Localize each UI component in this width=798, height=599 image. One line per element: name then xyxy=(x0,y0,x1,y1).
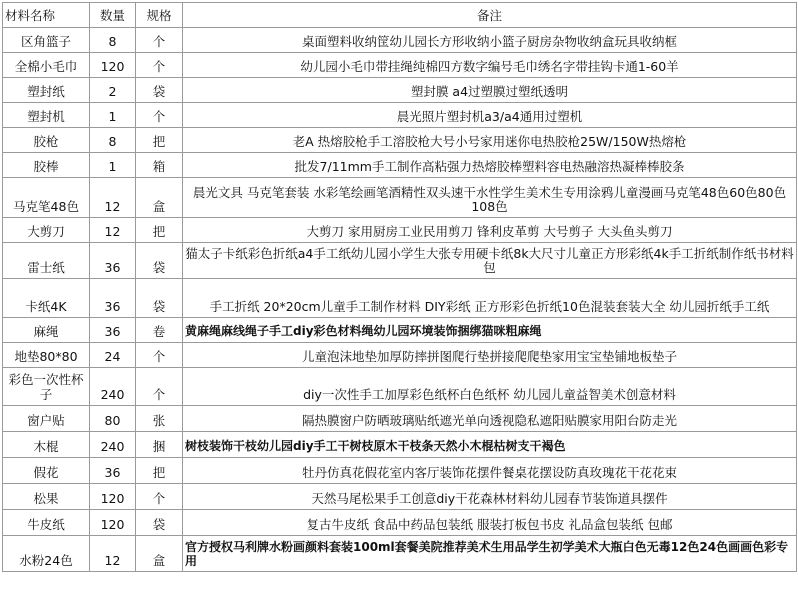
cell-name: 牛皮纸 xyxy=(3,510,90,536)
cell-name: 雷士纸 xyxy=(3,243,90,279)
cell-spec: 张 xyxy=(136,406,183,432)
cell-name: 胶棒 xyxy=(3,153,90,178)
table-row xyxy=(3,458,797,484)
cell-spec: 袋 xyxy=(136,510,183,536)
cell-note: 晨光照片塑封机a3/a4通用过塑机 xyxy=(183,103,797,128)
cell-name: 地垫80*80 xyxy=(3,343,90,368)
cell-note: 晨光文具 马克笔套装 水彩笔绘画笔酒精性双头速干水性学生美术生专用涂鸦儿童漫画马克笔48色60色80色108色 xyxy=(183,178,797,218)
cell-note: 老A 热熔胶枪手工溶胶枪大号小号家用迷你电热胶枪25W/150W热熔枪 xyxy=(183,128,797,153)
table-row xyxy=(3,28,797,53)
cell-spec: 捆 xyxy=(136,432,183,458)
cell-name: 塑封纸 xyxy=(3,78,90,103)
cell-spec: 把 xyxy=(136,218,183,243)
table-row xyxy=(3,78,797,103)
cell-name: 大剪刀 xyxy=(3,218,90,243)
cell-spec: 个 xyxy=(136,103,183,128)
cell-note: diy一次性手工加厚彩色纸杯白色纸杯 幼儿园儿童益智美术创意材料 xyxy=(183,368,797,406)
table-row xyxy=(3,536,797,572)
cell-note: 官方授权马利牌水粉画颜料套装100ml套餐美院推荐美术生用品学生初学美术大瓶白色无毒12色24色画画色彩专用 xyxy=(183,536,797,572)
cell-spec: 个 xyxy=(136,484,183,510)
cell-qty: 120 xyxy=(90,53,136,78)
cell-qty: 2 xyxy=(90,78,136,103)
cell-name: 窗户贴 xyxy=(3,406,90,432)
header-qty: 数量 xyxy=(90,3,136,28)
cell-spec: 盒 xyxy=(136,536,183,572)
cell-spec: 袋 xyxy=(136,279,183,318)
table-row xyxy=(3,368,797,406)
cell-qty: 36 xyxy=(90,243,136,279)
header-name: 材料名称 xyxy=(3,3,90,28)
cell-note: 批发7/11mm手工制作高粘强力热熔胶棒塑料容电热融溶热凝棒棒胶条 xyxy=(183,153,797,178)
cell-spec: 个 xyxy=(136,53,183,78)
cell-name: 胶枪 xyxy=(3,128,90,153)
cell-note: 塑封膜 a4过塑膜过塑纸透明 xyxy=(183,78,797,103)
cell-note: 树枝装饰干枝幼儿园diy手工干树枝原木干枝条天然小木棍枯树支干褐色 xyxy=(183,432,797,458)
cell-name: 木棍 xyxy=(3,432,90,458)
cell-note: 牡丹仿真花假花室内客厅装饰花摆件餐桌花摆设防真玫瑰花干花花束 xyxy=(183,458,797,484)
cell-spec: 袋 xyxy=(136,78,183,103)
header-row xyxy=(3,3,797,28)
table-row xyxy=(3,432,797,458)
cell-note: 桌面塑料收纳筐幼儿园长方形收纳小篮子厨房杂物收纳盒玩具收纳框 xyxy=(183,28,797,53)
cell-name: 卡纸4K xyxy=(3,279,90,318)
table-row xyxy=(3,510,797,536)
header-spec: 规格 xyxy=(136,3,183,28)
cell-qty: 36 xyxy=(90,279,136,318)
cell-spec: 把 xyxy=(136,458,183,484)
cell-note: 大剪刀 家用厨房工业民用剪刀 锋利皮革剪 大号剪子 大头鱼头剪刀 xyxy=(183,218,797,243)
table-row xyxy=(3,406,797,432)
cell-name: 塑封机 xyxy=(3,103,90,128)
cell-qty: 24 xyxy=(90,343,136,368)
cell-qty: 120 xyxy=(90,510,136,536)
cell-spec: 个 xyxy=(136,343,183,368)
cell-qty: 12 xyxy=(90,536,136,572)
cell-note: 黄麻绳麻线绳子手工diy彩色材料绳幼儿园环境装饰捆绑猫咪粗麻绳 xyxy=(183,318,797,343)
cell-name: 区角篮子 xyxy=(3,28,90,53)
cell-note: 隔热膜窗户防晒玻璃贴纸遮光单向透视隐私遮阳贴膜家用阳台防走光 xyxy=(183,406,797,432)
cell-note: 手工折纸 20*20cm儿童手工制作材料 DIY彩纸 正方形彩色折纸10色混装套装大全 幼儿园折纸手工纸 xyxy=(183,279,797,318)
cell-spec: 把 xyxy=(136,128,183,153)
table-row xyxy=(3,128,797,153)
cell-qty: 1 xyxy=(90,153,136,178)
cell-note: 复古牛皮纸 食品中药品包装纸 服装打板包书皮 礼品盒包装纸 包邮 xyxy=(183,510,797,536)
cell-name: 松果 xyxy=(3,484,90,510)
table-row xyxy=(3,53,797,78)
cell-spec: 盒 xyxy=(136,178,183,218)
cell-spec: 箱 xyxy=(136,153,183,178)
cell-name: 麻绳 xyxy=(3,318,90,343)
cell-qty: 12 xyxy=(90,178,136,218)
cell-name: 马克笔48色 xyxy=(3,178,90,218)
cell-name: 全棉小毛巾 xyxy=(3,53,90,78)
cell-qty: 240 xyxy=(90,432,136,458)
cell-spec: 袋 xyxy=(136,243,183,279)
table-row xyxy=(3,243,797,279)
cell-qty: 36 xyxy=(90,318,136,343)
cell-note: 幼儿园小毛巾带挂绳纯棉四方数字编号毛巾绣名字带挂钩卡通1-60羊 xyxy=(183,53,797,78)
table-row xyxy=(3,318,797,343)
cell-spec: 卷 xyxy=(136,318,183,343)
table-row xyxy=(3,103,797,128)
materials-table xyxy=(2,2,797,572)
cell-note: 天然马尾松果手工创意diy干花森林材料幼儿园春节装饰道具摆件 xyxy=(183,484,797,510)
cell-qty: 8 xyxy=(90,28,136,53)
table-row xyxy=(3,218,797,243)
table-row xyxy=(3,343,797,368)
cell-qty: 80 xyxy=(90,406,136,432)
cell-qty: 12 xyxy=(90,218,136,243)
cell-qty: 120 xyxy=(90,484,136,510)
table-row xyxy=(3,484,797,510)
cell-qty: 8 xyxy=(90,128,136,153)
cell-name: 彩色一次性杯子 xyxy=(3,368,90,406)
cell-note: 猫太子卡纸彩色折纸a4手工纸幼儿园小学生大张专用硬卡纸8k大尺寸儿童正方形彩纸4k手工折纸制作纸书材料包 xyxy=(183,243,797,279)
cell-qty: 36 xyxy=(90,458,136,484)
cell-name: 水粉24色 xyxy=(3,536,90,572)
table-row xyxy=(3,279,797,318)
table-row xyxy=(3,153,797,178)
cell-spec: 个 xyxy=(136,28,183,53)
cell-qty: 240 xyxy=(90,368,136,406)
table-row xyxy=(3,178,797,218)
header-note: 备注 xyxy=(183,3,797,28)
cell-note: 儿童泡沫地垫加厚防摔拼图爬行垫拼接爬爬垫家用宝宝垫铺地板垫子 xyxy=(183,343,797,368)
cell-name: 假花 xyxy=(3,458,90,484)
cell-spec: 个 xyxy=(136,368,183,406)
cell-qty: 1 xyxy=(90,103,136,128)
